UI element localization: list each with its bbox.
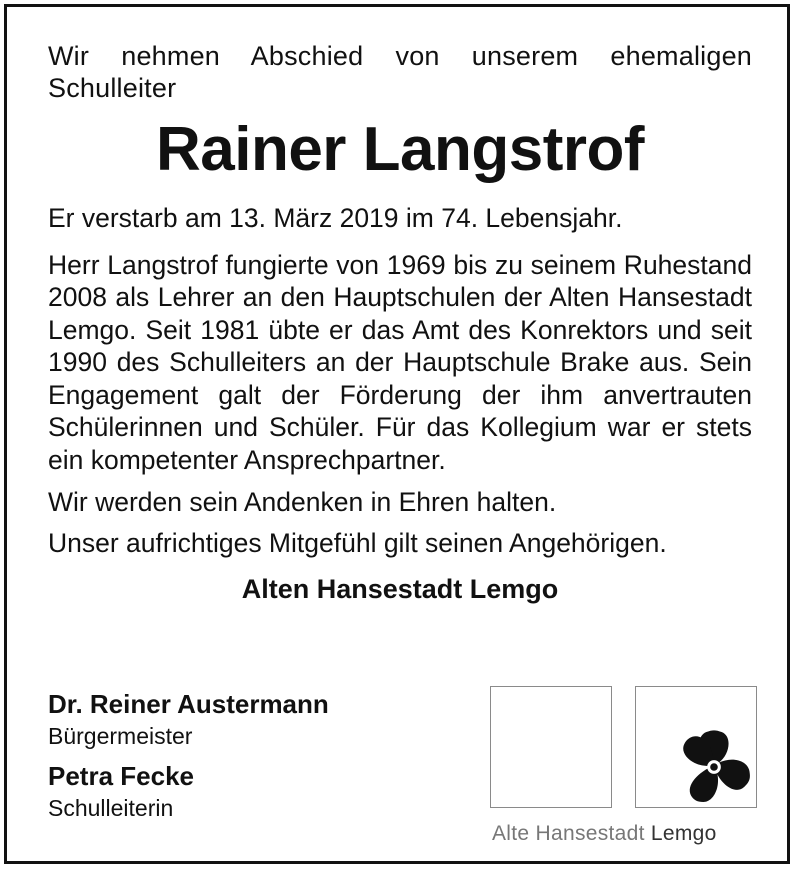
obituary-notice — [48, 40, 752, 613]
signer-role: Schulleiterin — [48, 795, 174, 821]
death-statement: Er verstarb am 13. März 2019 im 74. Lebensjahr. — [48, 203, 623, 233]
signer-name: Dr. Reiner Austermann — [48, 689, 329, 719]
logo-rose-square — [635, 686, 757, 808]
remembrance-text: Wir werden sein Andenken in Ehren halten. — [48, 487, 557, 517]
logo-wordmark-prefix: Alte Hansestadt — [492, 822, 651, 845]
intro-text: Wir nehmen Abschied von unserem ehemaligen Schulleiter — [48, 41, 752, 103]
deceased-name: Rainer Langstrof — [155, 115, 645, 184]
signers-block — [48, 688, 468, 832]
career-paragraph: Herr Langstrof fungierte von 1969 bis zu seinem Ruhestand 2008 als Lehrer an den Hauptschulen der Alten Hansestadt Lemgo. Seit 1981 übte er das Amt des Konrektors und seit 1990 des Schulleiters an der Hauptschule Brake aus. Sein Engagement galt der Förderung der ihm anvertrauten Schülerinnen und Schüler. Für das Kollegium war er stets ein kompetenter Ansprechpartner. — [48, 249, 752, 475]
logo-wordmark — [492, 822, 717, 846]
city-logo — [490, 686, 760, 851]
organization-name: Alten Hansestadt Lemgo — [241, 574, 559, 604]
signer-name: Petra Fecke — [48, 761, 194, 791]
logo-empty-square — [490, 686, 612, 808]
lemgo-rose-icon — [676, 729, 752, 805]
condolence-text: Unser aufrichtiges Mitgefühl gilt seinen Angehörigen. — [48, 527, 667, 558]
signer-role: Bürgermeister — [48, 723, 193, 749]
logo-wordmark-city: Lemgo — [650, 822, 717, 845]
